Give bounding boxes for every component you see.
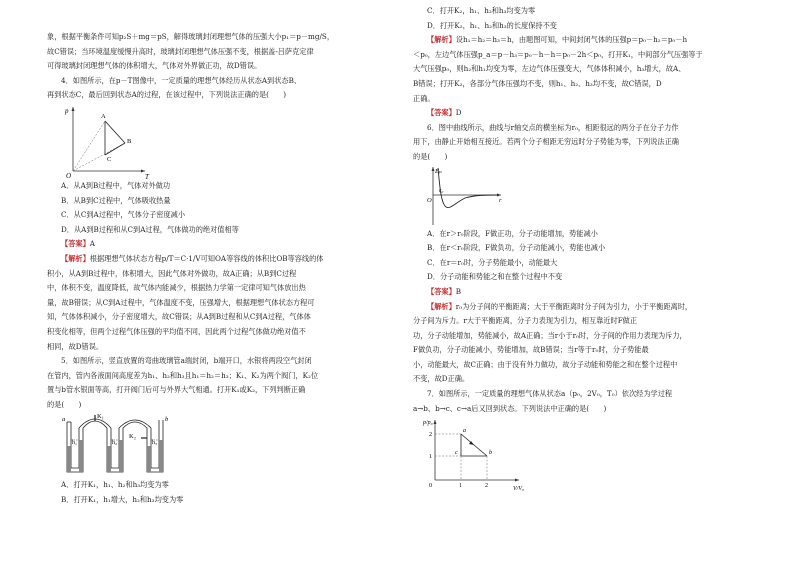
y-tick-2: 2 xyxy=(429,432,432,439)
analysis-line: B错误；打开K₂，各部分气体压强均不变，则h₁、h₂、h₃均不变，故C错误，D xyxy=(413,78,662,88)
h2-label: h₂ xyxy=(112,440,118,447)
question-5-stem: 5．如图所示，竖直放置的弯曲玻璃管a端封闭，b端开口，水银将两段空气封闭 xyxy=(61,356,312,366)
origin-label: 0 xyxy=(429,483,432,490)
option-b: B．从B到C过程中，气体吸收热量 xyxy=(61,195,171,205)
option-b: B．打开K₁，h₁增大，h₂和h₃均变为零 xyxy=(61,495,184,505)
valve-k2-label: K₂ xyxy=(129,433,136,441)
option-c: C．从C到A过程中，气体分子密度减小 xyxy=(61,210,186,220)
r0-label: r₀ xyxy=(439,187,444,194)
analysis-tag: 【解析】 xyxy=(427,301,456,311)
question-5-stem: 在管内，管内各液面间高度差为h₁、h₂和h₃且h₁＝h₂＝h₃；K₁、K₂为两个阀门，K₂位 xyxy=(47,370,319,380)
answer-tag: 【答案】 xyxy=(427,108,456,118)
option-b: B．在r＜r₀阶段，F做负功，分子动能减小，势能也减小 xyxy=(427,243,606,253)
end-b-label: b xyxy=(165,416,169,424)
answer-tag: 【答案】 xyxy=(427,286,456,296)
end-a-label: a xyxy=(62,416,66,424)
y-axis-label: p/p₀ xyxy=(423,420,433,427)
analysis-line: 不变，故D正确。 xyxy=(413,374,470,384)
option-d: D．从A到B过程和从C到A过程，气体做功的绝对值相等 xyxy=(61,224,239,234)
answer-line xyxy=(47,237,382,252)
valve-k1-label: K₁ xyxy=(97,413,104,421)
answer-line xyxy=(413,106,748,121)
analysis-line: F做负功，分子动能减小，势能增加，故B错误；当r等于r₀时，分子势能最 xyxy=(413,345,649,355)
option-a: A．从A到B过程中，气体对外做功 xyxy=(61,180,171,190)
point-c-label: c xyxy=(455,450,458,457)
x-tick-1: 1 xyxy=(459,483,462,490)
t-axis-label: T xyxy=(145,172,149,179)
analysis-line: 量，故B错误；从C到A过程中，气体温度不变，压强增大，根据理想气体状态方程可 xyxy=(47,297,315,307)
text-line: 象，根据平衡条件可知p₂S＋mg＝pS，解得玻璃封闭理想气体的压强大小p₁＝p－mg/S， xyxy=(47,32,335,41)
text-line: 可得玻璃封闭理想气体的体积增大，气体对外界做正功，故D错误。 xyxy=(47,61,262,71)
answer-line xyxy=(413,285,748,300)
question-6-stem: 的是( ) xyxy=(413,151,448,161)
analysis-line: 中，体积不变，温度降低，故气体内能减少，根据热力学第一定律可知气体放出热 xyxy=(47,283,306,293)
question-4-stem: 4．如图所示，在p－T图像中，一定质量的理想气体经历从状态A到状态B、 xyxy=(61,75,302,85)
answer-value: B xyxy=(455,286,462,296)
analysis-line: 大气压强p₀，则h₂和h₁均变为零，左边气体压强变大，气体体积减小，h₃增大，故A、 xyxy=(413,64,686,74)
analysis-line: 【解析】r₀为分子间的平衡距离；大于平衡距离时分子间为引力，小于平衡距离时， xyxy=(427,301,693,311)
point-a-label: A xyxy=(101,112,106,120)
y-tick-1: 1 xyxy=(429,454,432,461)
analysis-line: 积变化相等，但两个过程气体压强的平均值不同，因此两个过程气体做功绝对值不 xyxy=(47,326,306,336)
question-5-stem: 置与b管水银面等高，打开阀门后可与外界大气相通。打开K₁或K₂，下列判断正确 xyxy=(47,385,306,395)
question-6-stem: 用下，由静止开始相互接近。若两个分子相距无穷远时分子势能为零，下列说法正确 xyxy=(413,137,679,147)
analysis-line: 分子间为斥力。r大于平衡距离，分子力表现为引力，相互靠近时F做正 xyxy=(413,316,638,326)
h3-label: h₃ xyxy=(152,440,158,447)
question-7-stem: a→b、b→c、c→a后又回到状态。下列说法中正确的是( ) xyxy=(413,403,607,413)
origin-label: O xyxy=(66,171,72,179)
analysis-line: 【解析】设h₁＝h₂＝h₃＝h，由题图可知，中间封闭气体的压强p＝p₀－h₂＝p₀－h xyxy=(427,35,688,45)
analysis-tag: 【解析】 xyxy=(427,35,456,45)
tube-diagram xyxy=(47,412,382,478)
right-column xyxy=(413,4,748,494)
analysis-line: 小，动能最大，故C正确；由于没有外力做功，故分子动能和势能之和在整个过程中 xyxy=(413,359,678,369)
option-c: C．打开K₂，h₁、h₂和h₃均变为零 xyxy=(427,6,536,15)
ep-axis-label: Eₚ xyxy=(435,167,442,175)
potential-energy-curve xyxy=(413,165,748,227)
analysis-line: 知，气体体积减小，分子密度增大，故C错误；从A到B过程和从C到A过程，气体体 xyxy=(47,312,311,322)
point-b-label: b xyxy=(489,450,492,457)
p-axis-label: p xyxy=(65,106,69,115)
x-tick-2: 2 xyxy=(485,483,488,490)
text-line: 故C错误；当环境温度缓慢升高时，玻璃封闭理想气体压强不变，根据盖-吕萨克定律 xyxy=(47,46,314,56)
r-axis-label: r xyxy=(499,196,502,204)
left-column xyxy=(47,30,382,508)
pv-diagram xyxy=(413,416,748,494)
option-a: A．打开K₁，h₁、h₂和h₃均变为零 xyxy=(61,480,169,490)
h1-label: h₁ xyxy=(72,440,78,447)
question-5-stem: 的是( ) xyxy=(47,399,82,409)
x-axis-label: V/V₀ xyxy=(513,486,525,493)
answer-value: A xyxy=(89,239,95,249)
answer-value: D xyxy=(455,108,462,118)
option-a: A．在r＞r₀阶段，F做正功，分子动能增加，势能减小 xyxy=(427,228,598,238)
analysis-tag: 【解析】 xyxy=(61,253,90,263)
option-c: C．在r＝r₀时，分子势能最小，动能最大 xyxy=(427,257,558,267)
analysis-line: 正确。 xyxy=(413,93,435,103)
point-a-label: a xyxy=(463,428,466,435)
pt-diagram xyxy=(47,103,382,179)
question-4-stem: 再到状态C，最后回到状态A的过程，在该过程中，下列说法正确的是( ) xyxy=(47,90,287,100)
option-d: D．打开K₂，h₁、h₂和h₃的长度保持不变 xyxy=(427,20,557,30)
answer-tag: 【答案】 xyxy=(61,239,90,249)
analysis-line: 积小，从A到B过程中，体积增大，因此气体对外做功，故A正确；从B到C过程 xyxy=(47,268,297,278)
analysis-line: 【解析】根据理想气体状态方程p/T＝C·1/V可知OA等容线的体积比OB等容线的体 xyxy=(61,253,324,263)
origin-label: O xyxy=(427,196,432,204)
analysis-line: ＜p₀，左边气体压强p_a＝p－h₃＝p₀－h－h＝p₀－2h＜p₀，打开K₁，中间部分气压强等于 xyxy=(413,49,703,59)
analysis-line: 相同，故D错误。 xyxy=(47,341,104,351)
point-b-label: B xyxy=(127,137,132,145)
point-c-label: C xyxy=(107,155,112,163)
question-6-stem: 6．图中曲线所示，曲线与r轴交点的横坐标为r₀，相距很远的两分子在分子力作 xyxy=(427,122,679,132)
question-7-stem: 7．如图所示，一定质量的理想气体从状态a（p₀，2V₀，T₀）依次经为学过程 xyxy=(427,389,673,399)
analysis-line: 功，分子动能增加，势能减小，故A正确；当r小于r₀时，分子间的作用力表现为斥力， xyxy=(413,330,687,340)
option-d: D．分子动能和势能之和在整个过程中不变 xyxy=(427,272,563,282)
